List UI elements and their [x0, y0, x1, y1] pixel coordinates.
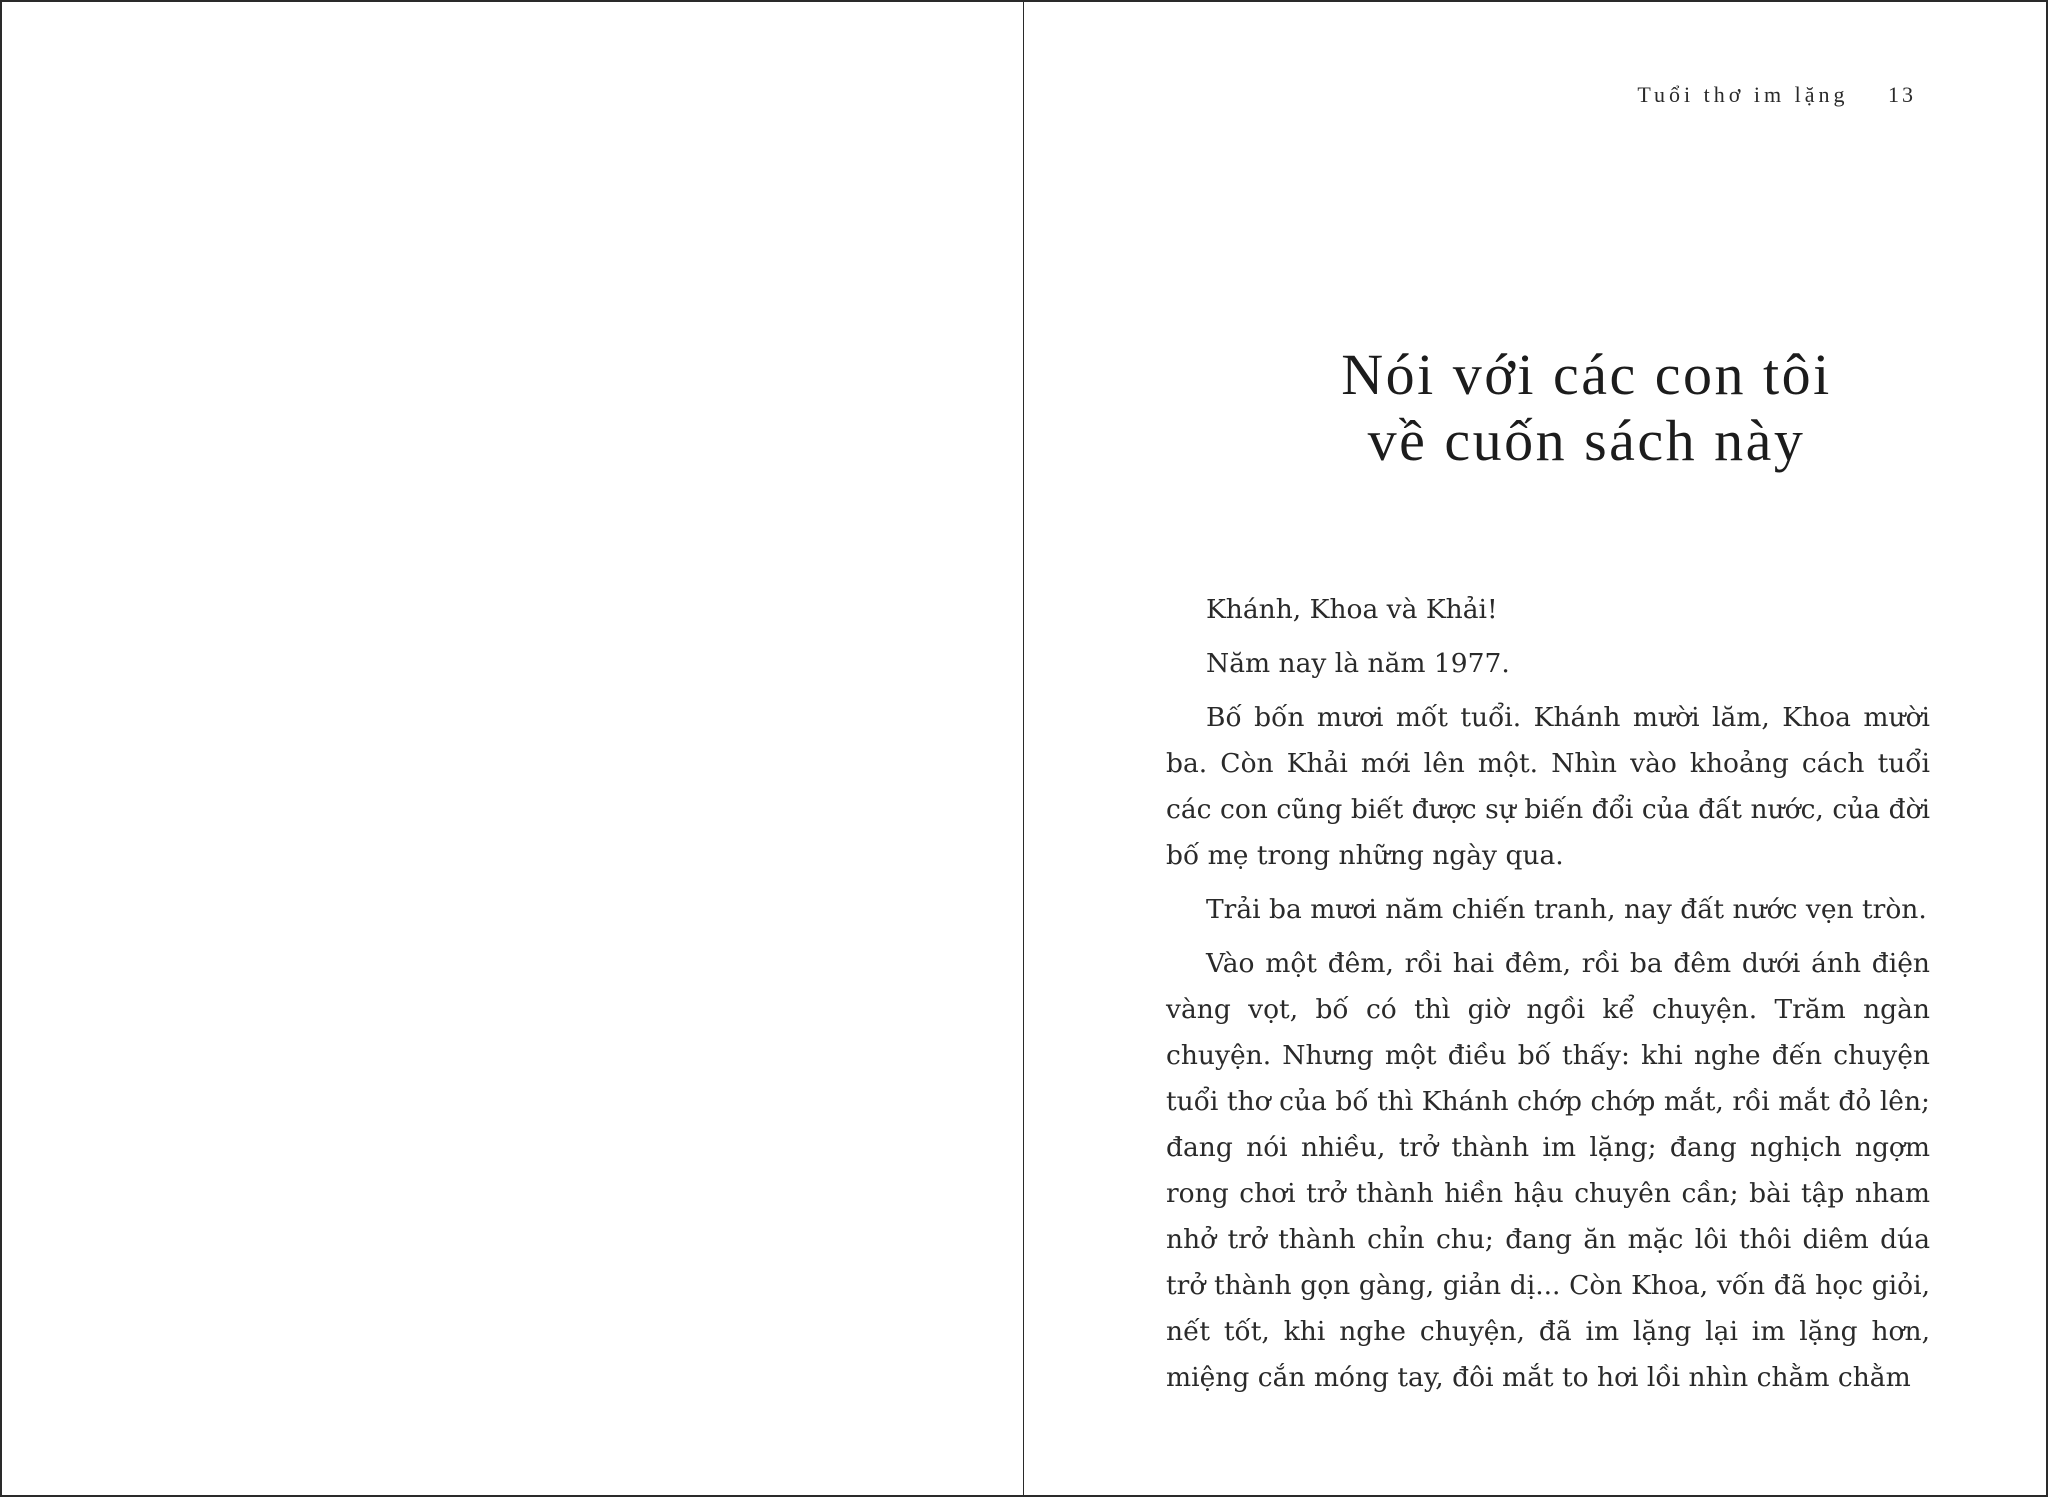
chapter-title: [1024, 342, 2048, 474]
paragraph-storytelling: Vào một đêm, rồi hai đêm, rồi ba đêm dưới ánh điện vàng vọt, bố có thì giờ ngồi kể chuyện. Trăm ngàn chuyện. Nhưng một điều bố thấy: khi nghe đến chuyện tuổi thơ của bố thì Khánh chớp chớp mắt, rồi mắt đỏ lên; đang nói nhiều, trở thành im lặng; đang nghịch ngợm rong chơi trở thành hiền hậu chuyên cần; bài tập nham nhở trở thành chỉn chu; đang ăn mặc lôi thôi diêm dúa trở thành gọn gàng, giản dị... Còn Khoa, vốn đã học giỏi, nết tốt, khi nghe chuyện, đã im lặng lại im lặng hơn, miệng cắn móng tay, đôi mắt to hơi lồi nhìn chằm chằm: [1166, 948, 1930, 1393]
running-header-title: Tuổi thơ im lặng: [1637, 82, 1849, 107]
chapter-title-line-1: Nói với các con tôi: [1341, 342, 1832, 407]
right-page: [1023, 0, 2048, 1497]
body-text: [1166, 587, 1930, 1409]
paragraph-ages: Bố bốn mươi mốt tuổi. Khánh mười lăm, Khoa mười ba. Còn Khải mới lên một. Nhìn vào khoảng cách tuổi các con cũng biết được sự biến đổi của đất nước, của đời bố mẹ trong những ngày qua.: [1166, 702, 1930, 871]
page-number: 13: [1888, 82, 1916, 107]
paragraph-year: Năm nay là năm 1977.: [1206, 648, 1510, 679]
paragraph-war: Trải ba mươi năm chiến tranh, nay đất nước vẹn tròn.: [1206, 894, 1927, 925]
running-header: [1637, 82, 1916, 108]
paragraph-greeting: Khánh, Khoa và Khải!: [1206, 594, 1498, 625]
chapter-title-line-2: về cuốn sách này: [1367, 408, 1806, 473]
